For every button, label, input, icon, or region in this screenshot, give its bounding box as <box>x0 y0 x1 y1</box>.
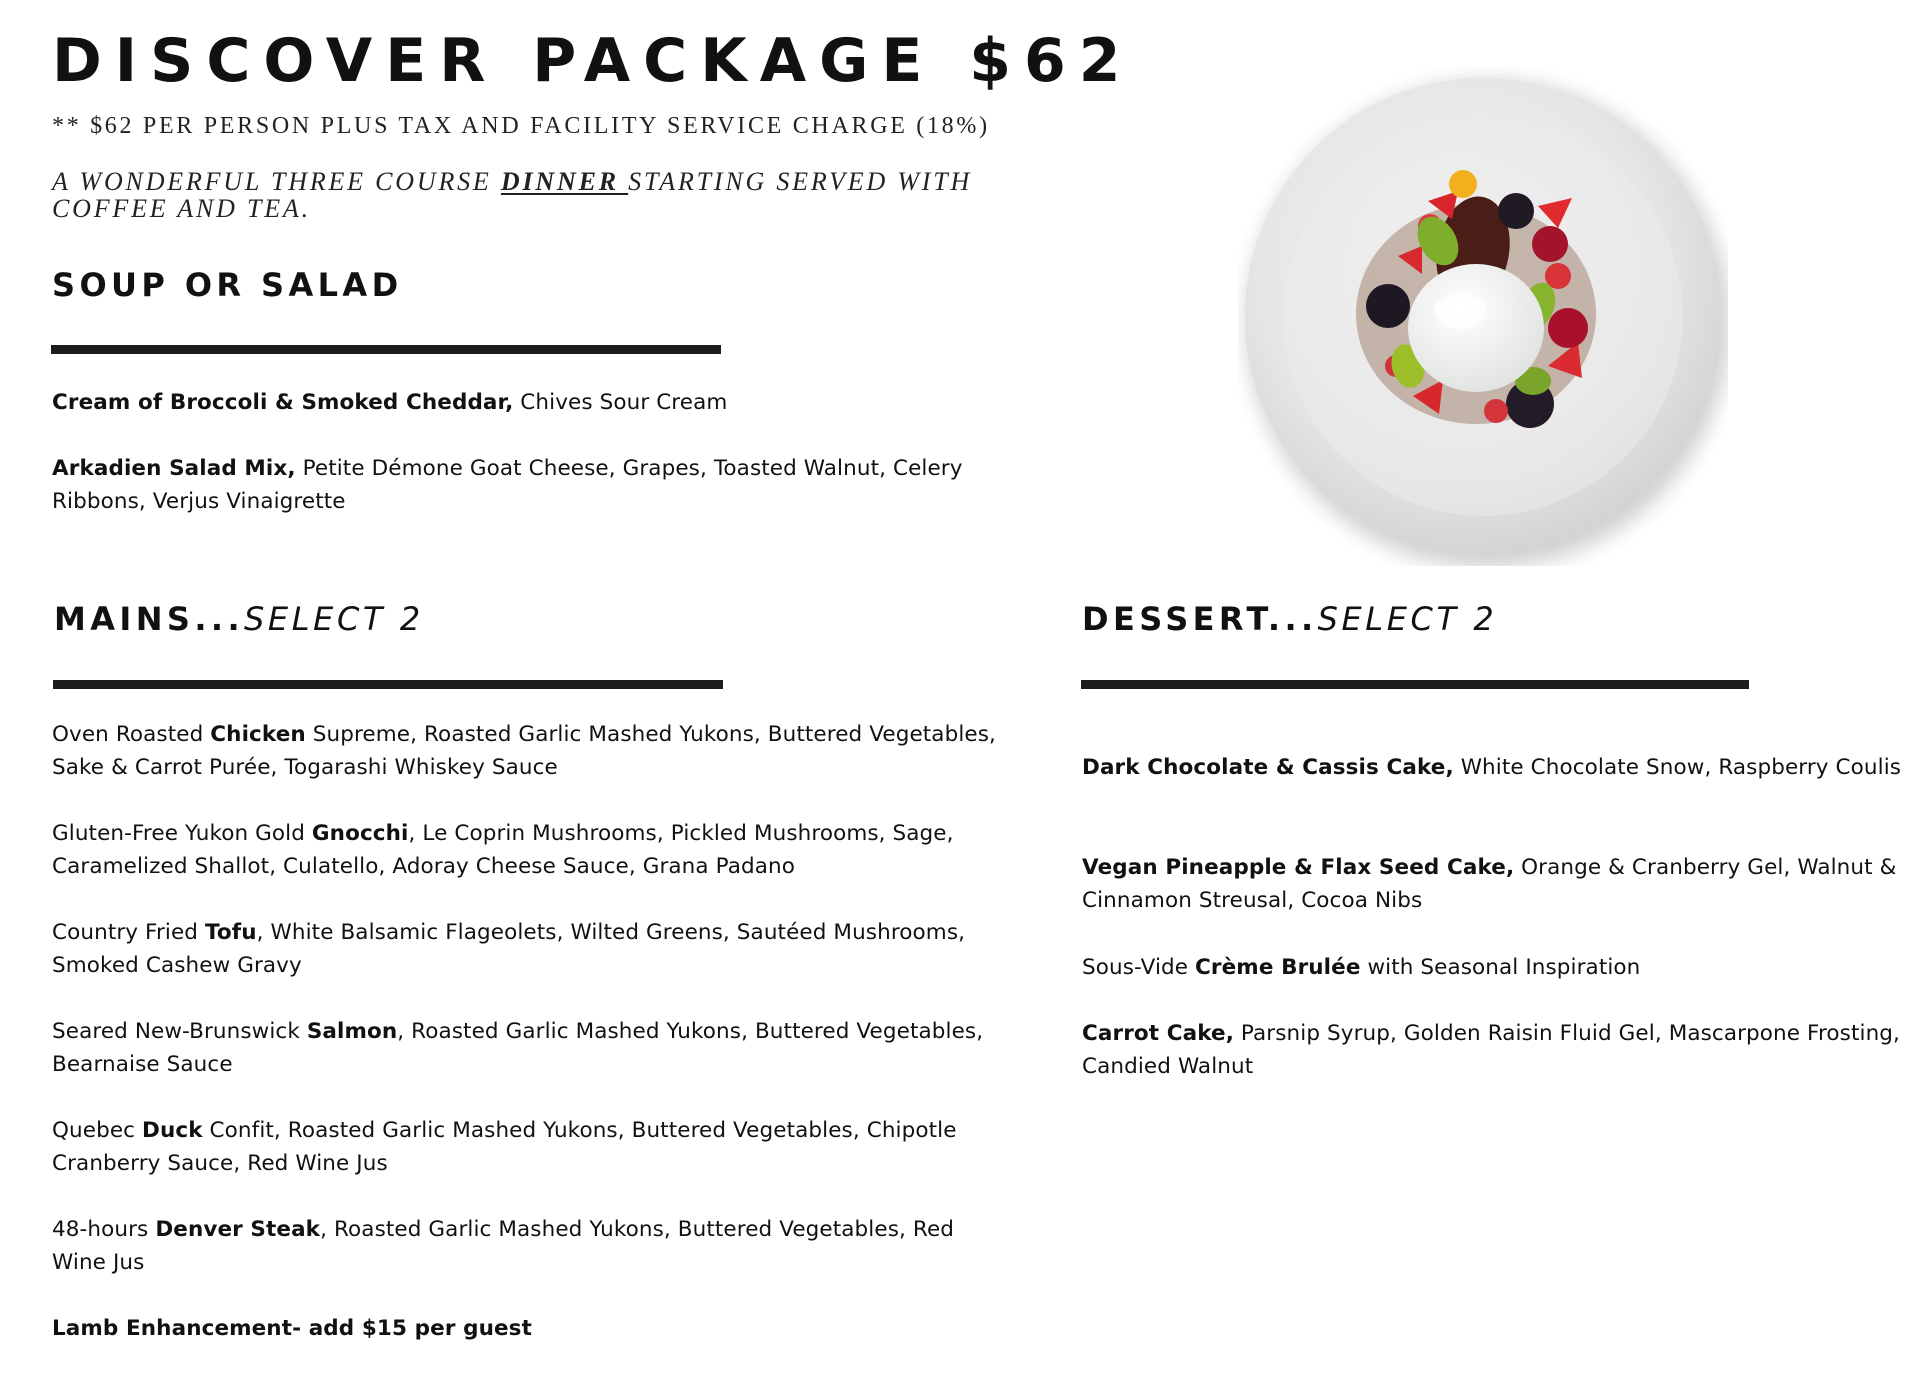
raspberry <box>1484 399 1508 423</box>
dessert-item-name: Crème Brulée <box>1195 955 1361 980</box>
main-item-post: Supreme, Roasted Garlic Mashed Yukons, Buttered Vegetables, Sake & Carrot Purée, Togarashi Whiskey Sauce <box>52 722 996 780</box>
lamb-enhancement <box>52 1312 1012 1345</box>
main-item-name: Gnocchi <box>311 821 409 846</box>
dessert-heading-label: DESSERT... <box>1082 600 1318 638</box>
dessert-item-vegan-cake <box>1082 851 1902 917</box>
salad-item <box>52 452 992 518</box>
dessert-item-post: Orange & Cranberry Gel, Walnut & Cinnamon Streusal, Cocoa Nibs <box>1082 855 1897 913</box>
cherry <box>1548 308 1588 348</box>
main-item-pre: Seared New-Brunswick <box>52 1019 307 1044</box>
dessert-item-name: Vegan Pineapple & Flax Seed Cake, <box>1082 855 1515 880</box>
blackberry <box>1366 284 1410 328</box>
salad-item-name: Arkadien Salad Mix, <box>52 456 296 481</box>
soup-item-name: Cream of Broccoli & Smoked Cheddar, <box>52 390 514 415</box>
dessert-item-chocolate <box>1082 751 1902 784</box>
mains-heading-select: SELECT 2 <box>244 600 424 638</box>
mains-divider <box>53 680 723 689</box>
dessert-item-post: Parsnip Syrup, Golden Raisin Fluid Gel, Mascarpone Frosting, Candied Walnut <box>1082 1021 1900 1079</box>
main-item-name: Tofu <box>204 920 257 945</box>
mains-heading-label: MAINS... <box>54 600 245 638</box>
main-item-pre: 48-hours <box>52 1217 156 1242</box>
sorbet-scoop <box>1408 264 1544 392</box>
main-item-steak <box>52 1213 1012 1279</box>
intro-prefix: A WONDERFUL THREE COURSE <box>52 167 501 196</box>
page-title: DISCOVER PACKAGE $62 <box>52 26 1134 96</box>
dessert-item-post: with Seasonal Inspiration <box>1360 955 1641 980</box>
mains-heading <box>54 600 424 638</box>
main-item-name: Duck <box>142 1118 203 1143</box>
intro-suffix: STARTING SERVED WITH COFFEE AND TEA. <box>52 167 973 223</box>
main-item-post: , Roasted Garlic Mashed Yukons, Buttered Vegetables, Red Wine Jus <box>52 1217 955 1275</box>
soup-salad-divider <box>51 345 721 354</box>
blackberry <box>1498 193 1534 229</box>
main-item-gnocchi <box>52 817 1012 883</box>
main-item-pre: Oven Roasted <box>52 722 211 747</box>
main-item-duck <box>52 1114 1012 1180</box>
soup-salad-heading: SOUP OR SALAD <box>52 266 403 304</box>
main-item-chicken <box>52 718 1012 784</box>
sorbet-highlight <box>1434 293 1486 329</box>
intro-emphasis: DINNER <box>500 167 629 196</box>
main-item-tofu <box>52 916 1012 982</box>
dessert-item-name: Carrot Cake, <box>1082 1021 1234 1046</box>
dessert-item-creme-brulee <box>1082 951 1902 984</box>
main-item-salmon <box>52 1015 1012 1081</box>
dessert-plate-illustration <box>1238 66 1728 566</box>
intro-text <box>52 168 1042 222</box>
dessert-plate-photo <box>1238 66 1728 566</box>
golden-berry <box>1449 170 1477 198</box>
dessert-item-carrot-cake <box>1082 1017 1902 1083</box>
dessert-heading-select: SELECT 2 <box>1317 600 1498 638</box>
price-note: ** $62 PER PERSON PLUS TAX AND FACILITY SERVICE CHARGE (18%) <box>52 113 990 139</box>
main-item-name: Chicken <box>210 722 306 747</box>
dessert-divider <box>1081 680 1749 689</box>
main-item-post: , Le Coprin Mushrooms, Pickled Mushrooms, Sage, Caramelized Shallot, Culatello, Adoray Cheese Sauce, Grana Padano <box>52 821 954 879</box>
dessert-item-pre: Sous-Vide <box>1082 955 1196 980</box>
main-item-name: Denver Steak <box>155 1217 321 1242</box>
main-item-post: , Roasted Garlic Mashed Yukons, Buttered Vegetables, Bearnaise Sauce <box>52 1019 984 1077</box>
dessert-heading <box>1082 600 1497 638</box>
main-item-pre: Country Fried <box>52 920 205 945</box>
salad-item-desc: Petite Démone Goat Cheese, Grapes, Toasted Walnut, Celery Ribbons, Verjus Vinaigrette <box>52 456 963 514</box>
dessert-item-name: Dark Chocolate & Cassis Cake, <box>1082 755 1454 780</box>
lamb-enhancement-text: Lamb Enhancement- add $15 per guest <box>52 1316 532 1341</box>
main-item-post: Confit, Roasted Garlic Mashed Yukons, Buttered Vegetables, Chipotle Cranberry Sauce, Red Wine Jus <box>52 1118 957 1176</box>
main-item-pre: Quebec <box>52 1118 143 1143</box>
soup-item <box>52 386 1012 419</box>
main-item-name: Salmon <box>306 1019 398 1044</box>
main-item-pre: Gluten-Free Yukon Gold <box>52 821 312 846</box>
cherry <box>1532 226 1568 262</box>
dessert-item-post: White Chocolate Snow, Raspberry Coulis <box>1453 755 1902 780</box>
main-item-post: , White Balsamic Flageolets, Wilted Greens, Sautéed Mushrooms, Smoked Cashew Gravy <box>52 920 966 978</box>
soup-item-desc: Chives Sour Cream <box>513 390 728 415</box>
